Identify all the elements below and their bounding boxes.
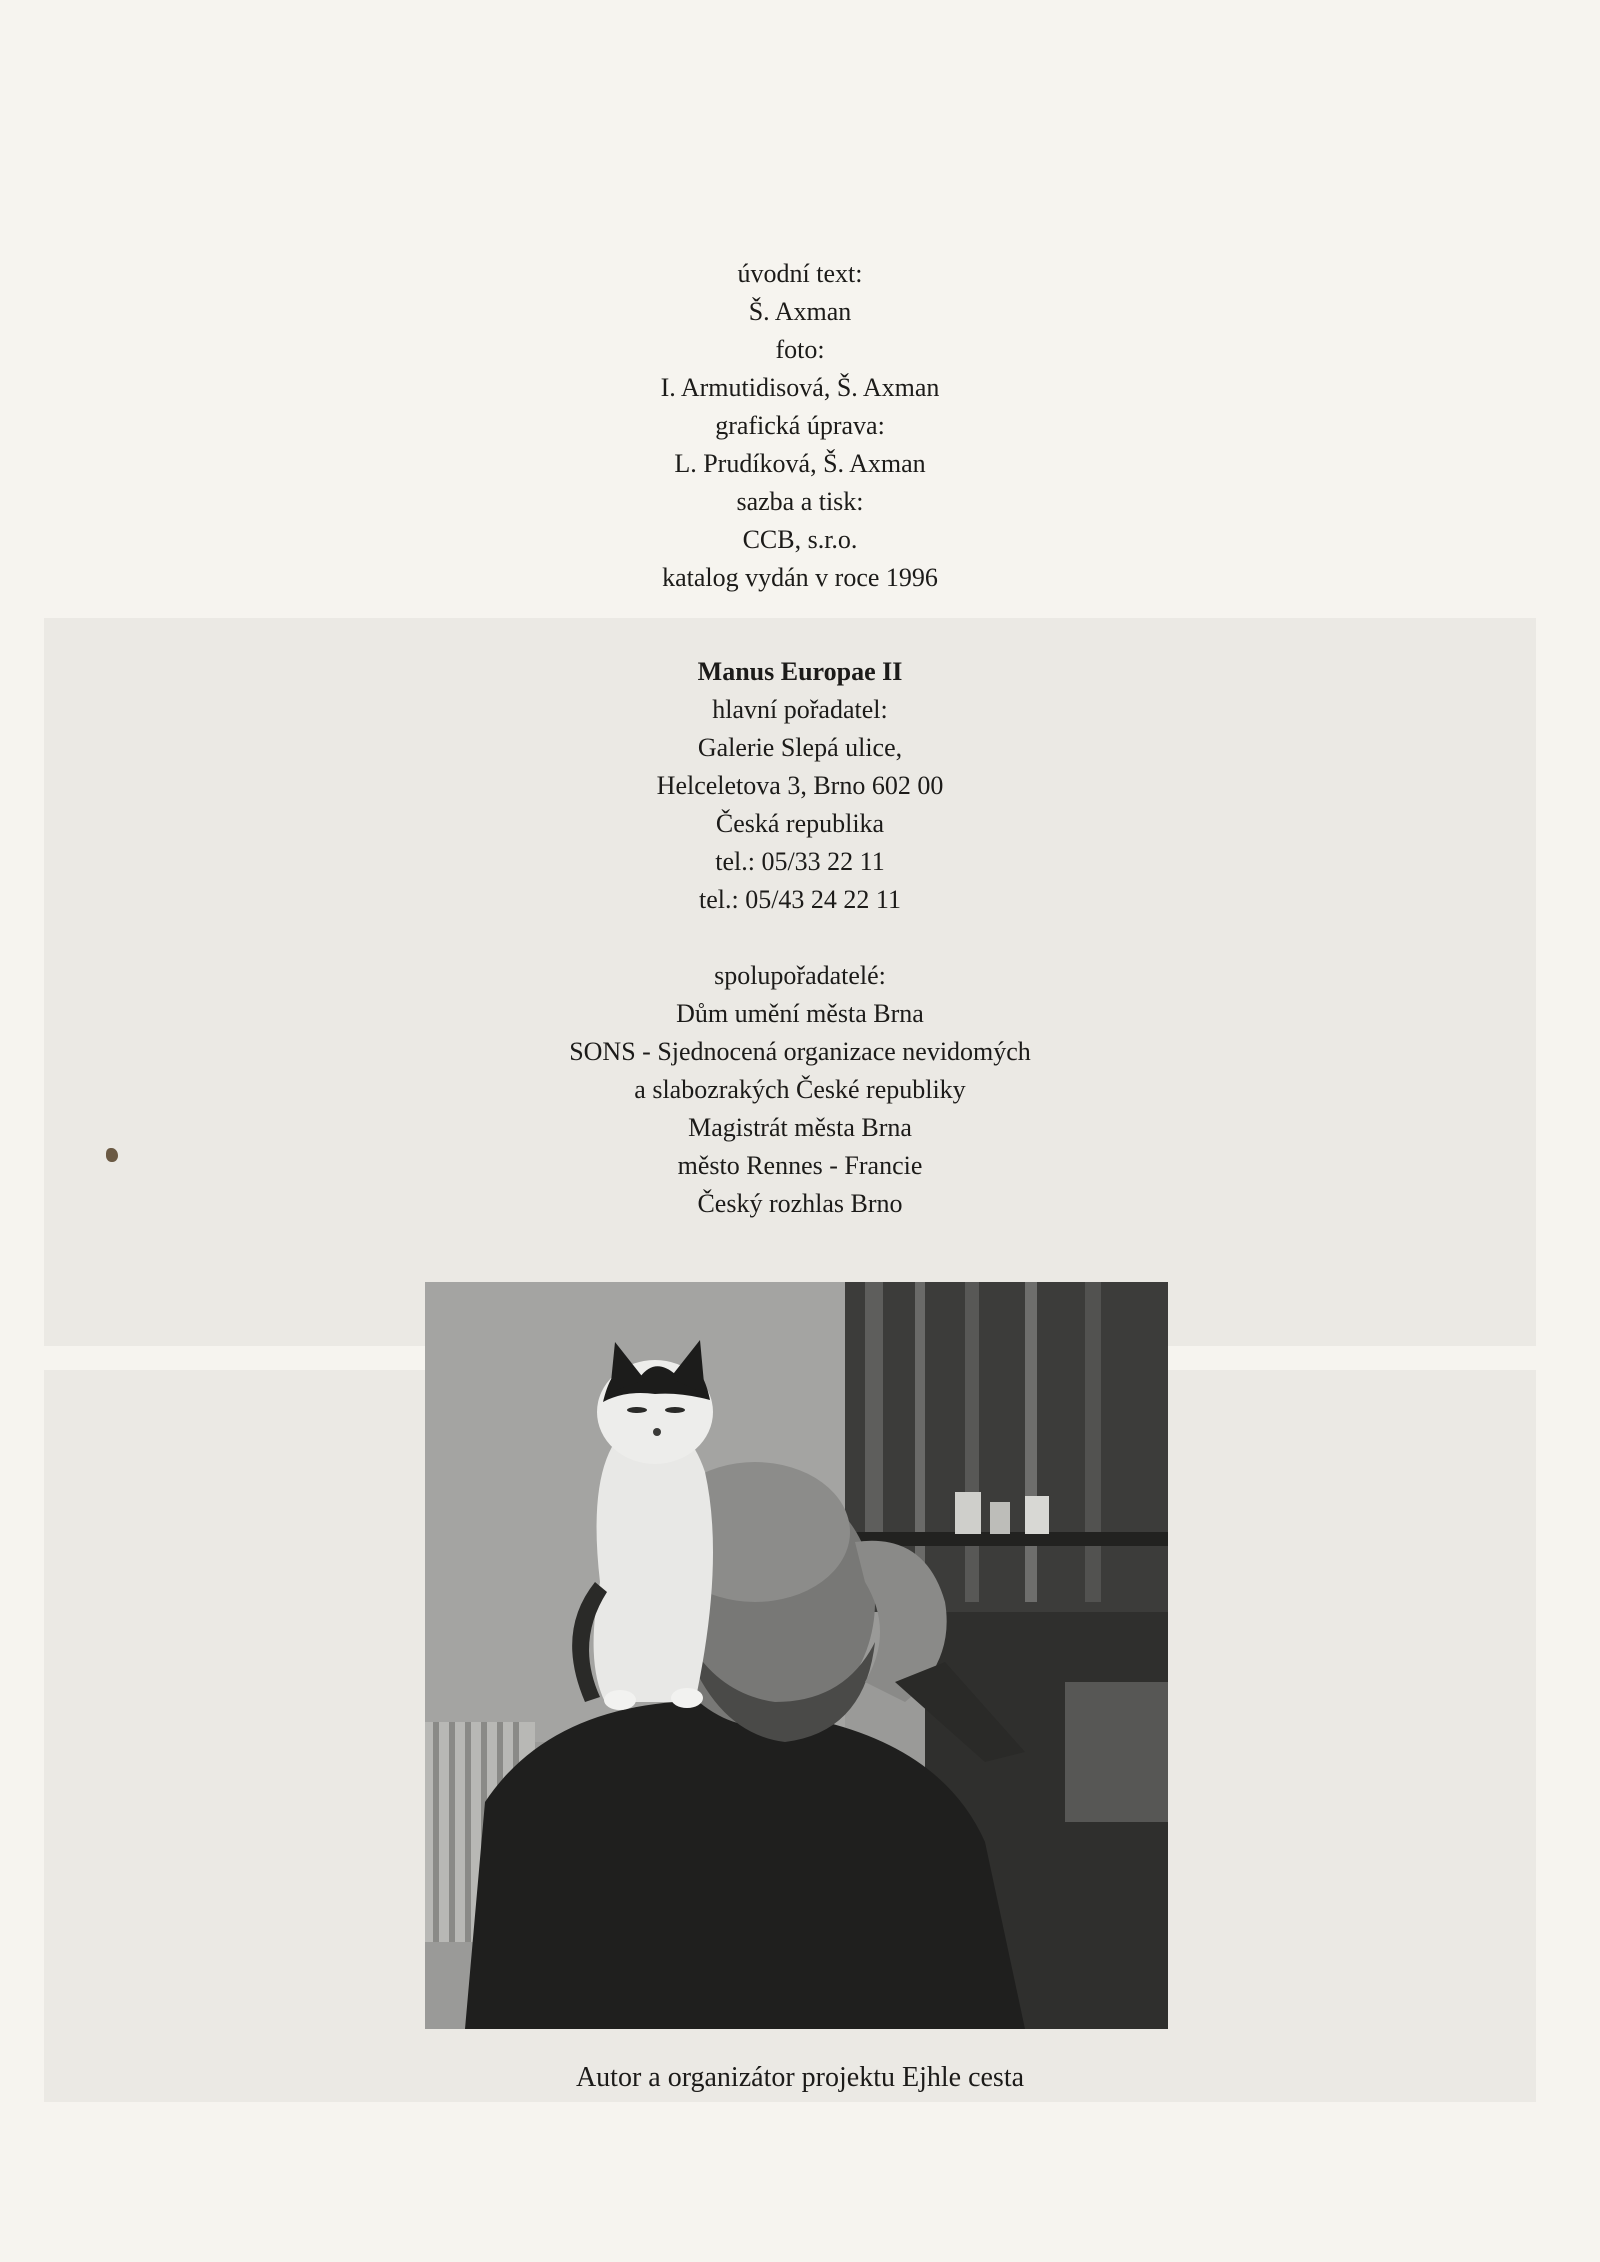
photo-authors: I. Armutidisová, Š. Axman bbox=[660, 373, 940, 402]
co-organizer-item: Dům umění města Brna bbox=[676, 999, 924, 1028]
print-label: sazba a tisk: bbox=[736, 487, 864, 516]
organizer-address: Helceletova 3, Brno 602 00 bbox=[656, 771, 944, 800]
organizer-phone-2: tel.: 05/43 24 22 11 bbox=[699, 885, 901, 914]
event-title: Manus Europae II bbox=[697, 657, 903, 686]
design-authors: L. Prudíková, Š. Axman bbox=[674, 449, 926, 478]
organizer-country: Česká republika bbox=[715, 809, 885, 838]
scan-speck bbox=[106, 1148, 118, 1162]
organizer-name: Galerie Slepá ulice, bbox=[697, 733, 903, 762]
co-organizer-item: město Rennes - Francie bbox=[677, 1151, 923, 1180]
design-label: grafická úprava: bbox=[715, 411, 885, 440]
co-organizer-item: Český rozhlas Brno bbox=[697, 1189, 903, 1218]
print-company: CCB, s.r.o. bbox=[742, 525, 858, 554]
co-organizers-label: spolupořadatelé: bbox=[714, 961, 886, 990]
intro-text-label: úvodní text: bbox=[737, 259, 863, 288]
photo-label: foto: bbox=[775, 335, 825, 364]
co-organizer-item: SONS - Sjednocená organizace nevidomých bbox=[569, 1037, 1031, 1066]
co-organizer-item: a slabozrakých České republiky bbox=[634, 1075, 966, 1104]
author-with-cat-illustration bbox=[425, 1282, 1168, 2029]
credits-block bbox=[0, 255, 1600, 1223]
organizer-phone-1: tel.: 05/33 22 11 bbox=[715, 847, 885, 876]
publication-note: katalog vydán v roce 1996 bbox=[662, 563, 938, 592]
author-photo bbox=[425, 1282, 1168, 2029]
intro-text-author: Š. Axman bbox=[748, 297, 852, 326]
co-organizer-item: Magistrát města Brna bbox=[688, 1113, 912, 1142]
photo-caption: Autor a organizátor projektu Ejhle cesta bbox=[575, 2062, 1025, 2093]
main-organizer-label: hlavní pořadatel: bbox=[712, 695, 888, 724]
